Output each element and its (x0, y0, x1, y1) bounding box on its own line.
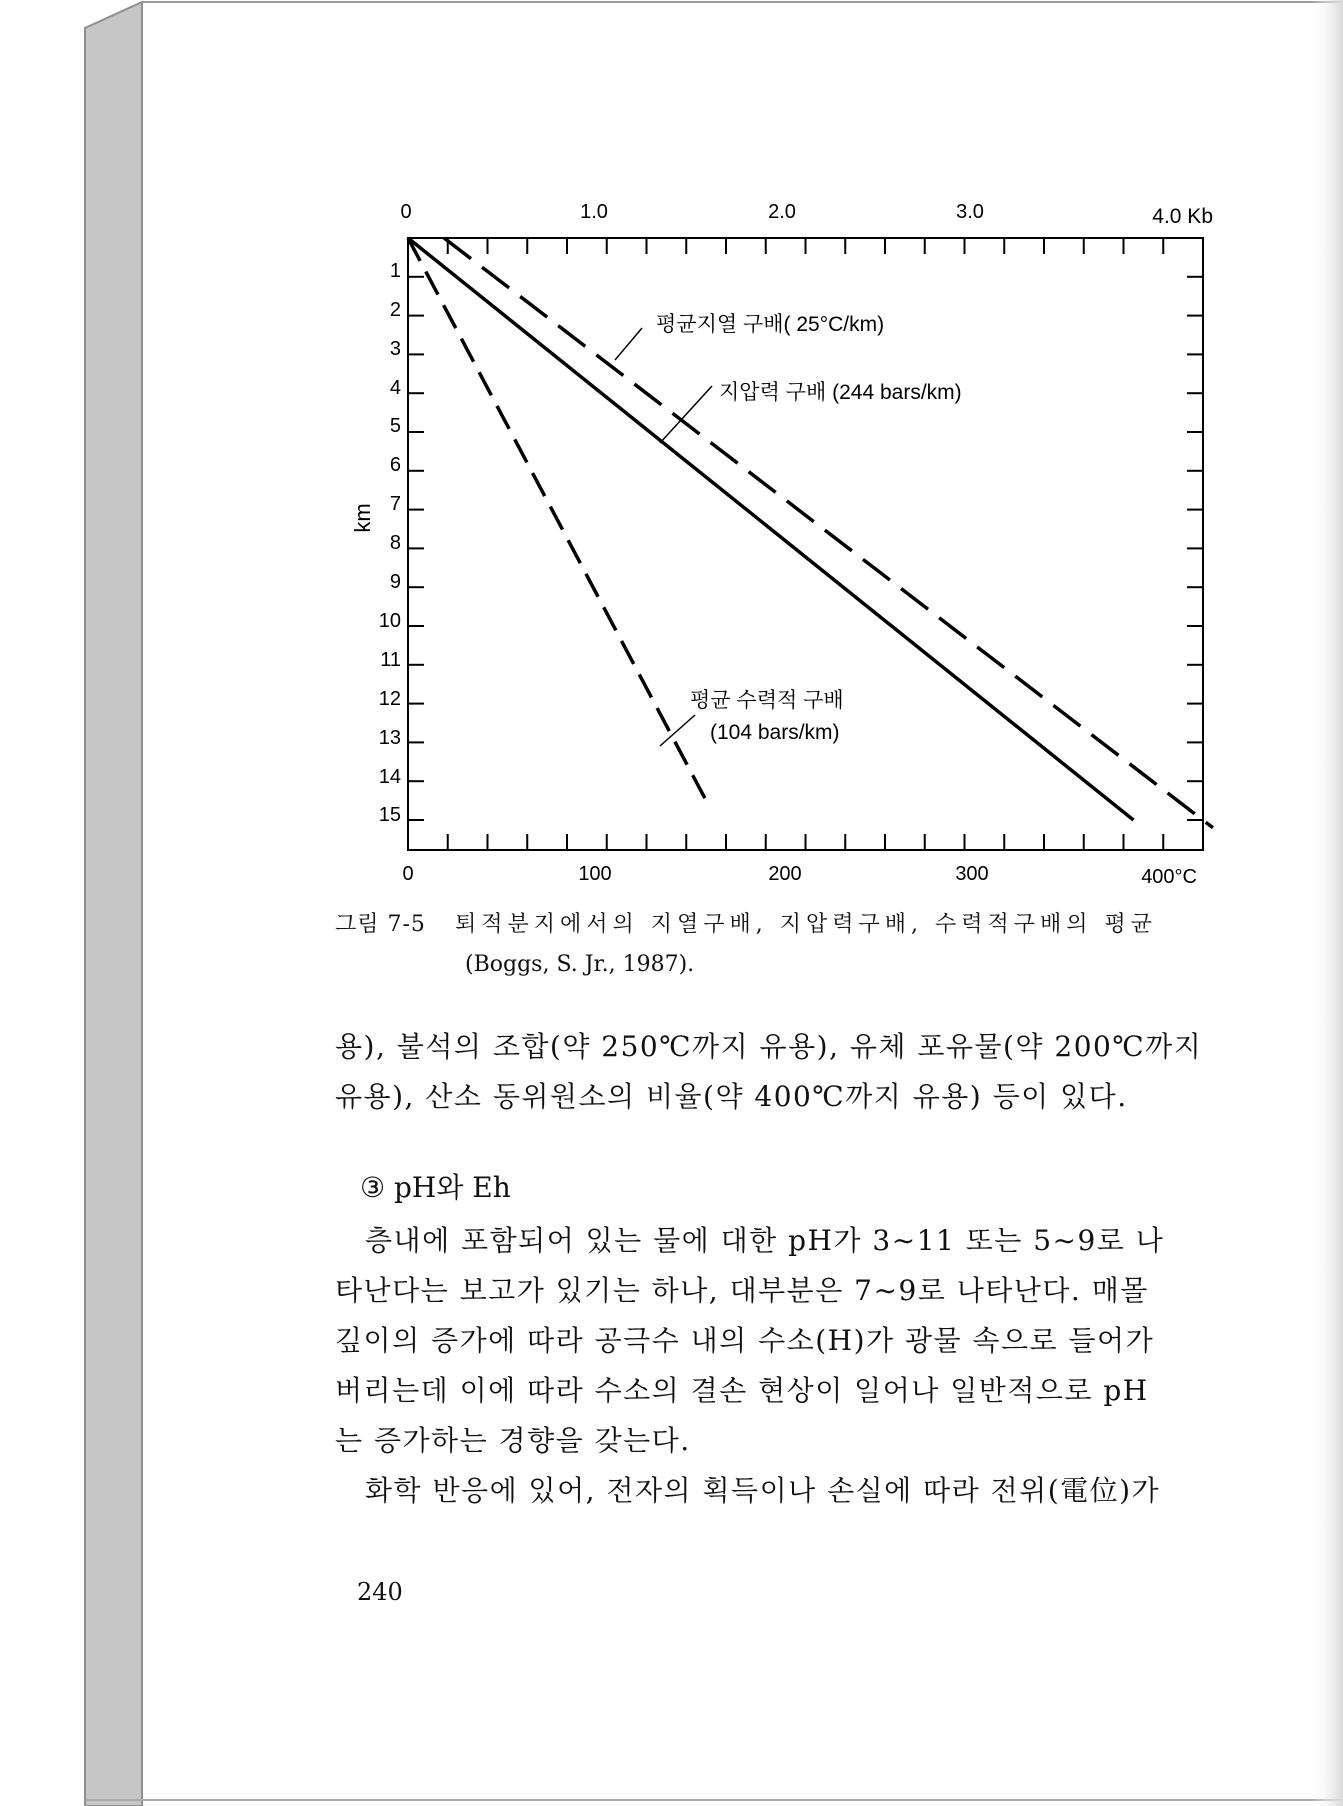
y-tick-label: 12 (378, 688, 401, 710)
annotation-geothermal: 평균지열 구배( 25°C/km) (656, 313, 885, 336)
text-line: 깊이의 증가에 따라 공극수 내의 수소(H)가 광물 속으로 들어가 (335, 1324, 1155, 1357)
figure-caption (335, 905, 1225, 985)
text-line: 타난다는 보고가 있기는 하나, 대부분은 7∼9로 나타난다. 매몰 (335, 1274, 1149, 1307)
bottom-tick-label: 200 (768, 863, 802, 885)
bottom-tick-label: 100 (578, 863, 612, 885)
y-tick-label: 2 (389, 299, 401, 321)
figure-citation: (Boggs, S. Jr., 1987). (465, 952, 695, 977)
y-tick-label: 3 (389, 338, 401, 360)
paragraph-2 (335, 1216, 1225, 1466)
y-tick-label: 13 (378, 727, 401, 749)
top-axis-unit: 4.0 Kb (1152, 205, 1213, 228)
page-number: 240 (357, 1578, 403, 1606)
text-line: 화학 반응에 있어, 전자의 획득이나 손실에 따라 전위(電位)가 (365, 1474, 1161, 1507)
text-line: 는 증가하는 경향을 갖는다. (335, 1424, 691, 1457)
y-tick-label: 6 (389, 454, 401, 476)
bottom-tick-label: 300 (955, 863, 989, 885)
figure-number: 그림 7-5 (335, 912, 426, 937)
top-axis-zero: 0 (400, 201, 412, 223)
section-heading: ③ pH와 Eh (360, 1171, 511, 1204)
annotation-leader (660, 386, 712, 443)
paragraph-3 (335, 1466, 1225, 1516)
text-line: 버리는데 이에 따라 수소의 결손 현상이 일어나 일반적으로 pH (335, 1374, 1149, 1407)
y-tick-label: 10 (378, 610, 401, 632)
book-spine (85, 2, 142, 1806)
y-tick-label: 15 (378, 804, 401, 826)
y-tick-label: 7 (389, 493, 401, 515)
y-tick-label: 4 (389, 377, 401, 399)
bottom-axis-zero: 0 (402, 863, 414, 885)
annotation-hydrostatic: (104 bars/km) (710, 721, 840, 744)
chart (350, 201, 1213, 888)
annotation-leader (660, 715, 695, 746)
y-axis-title: km (350, 503, 375, 533)
bottom-axis-unit: 400°C (1141, 866, 1197, 888)
text-line: 유용), 산소 동위원소의 비율(약 400℃까지 유용) 등이 있다. (335, 1080, 1128, 1113)
top-tick-label: 1.0 (580, 201, 608, 223)
paragraph-1 (335, 1022, 1225, 1122)
annotation-lithostatic: 지압력 구배 (244 bars/km) (719, 381, 962, 404)
top-tick-label: 2.0 (768, 201, 796, 223)
figure-caption-text: 퇴적분지에서의 지열구배, 지압력구배, 수력적구배의 평균 (455, 912, 1158, 937)
y-tick-label: 1 (389, 260, 401, 282)
y-tick-label: 9 (389, 571, 401, 593)
y-tick-label: 11 (380, 649, 401, 671)
y-tick-label: 14 (378, 766, 401, 788)
annotation-hydrostatic: 평균 수력적 구배 (690, 689, 844, 712)
y-tick-label: 8 (389, 532, 401, 554)
top-tick-label: 3.0 (956, 201, 984, 223)
text-line: 용), 불석의 조합(약 250℃까지 유용), 유체 포유물(약 200℃까지 (335, 1030, 1203, 1063)
page-edge-shadow (1310, 0, 1343, 1806)
text-line: 층내에 포함되어 있는 물에 대한 pH가 3∼11 또는 5∼9로 나 (365, 1224, 1165, 1257)
y-tick-label: 5 (389, 415, 401, 437)
annotation-leader (615, 328, 642, 360)
